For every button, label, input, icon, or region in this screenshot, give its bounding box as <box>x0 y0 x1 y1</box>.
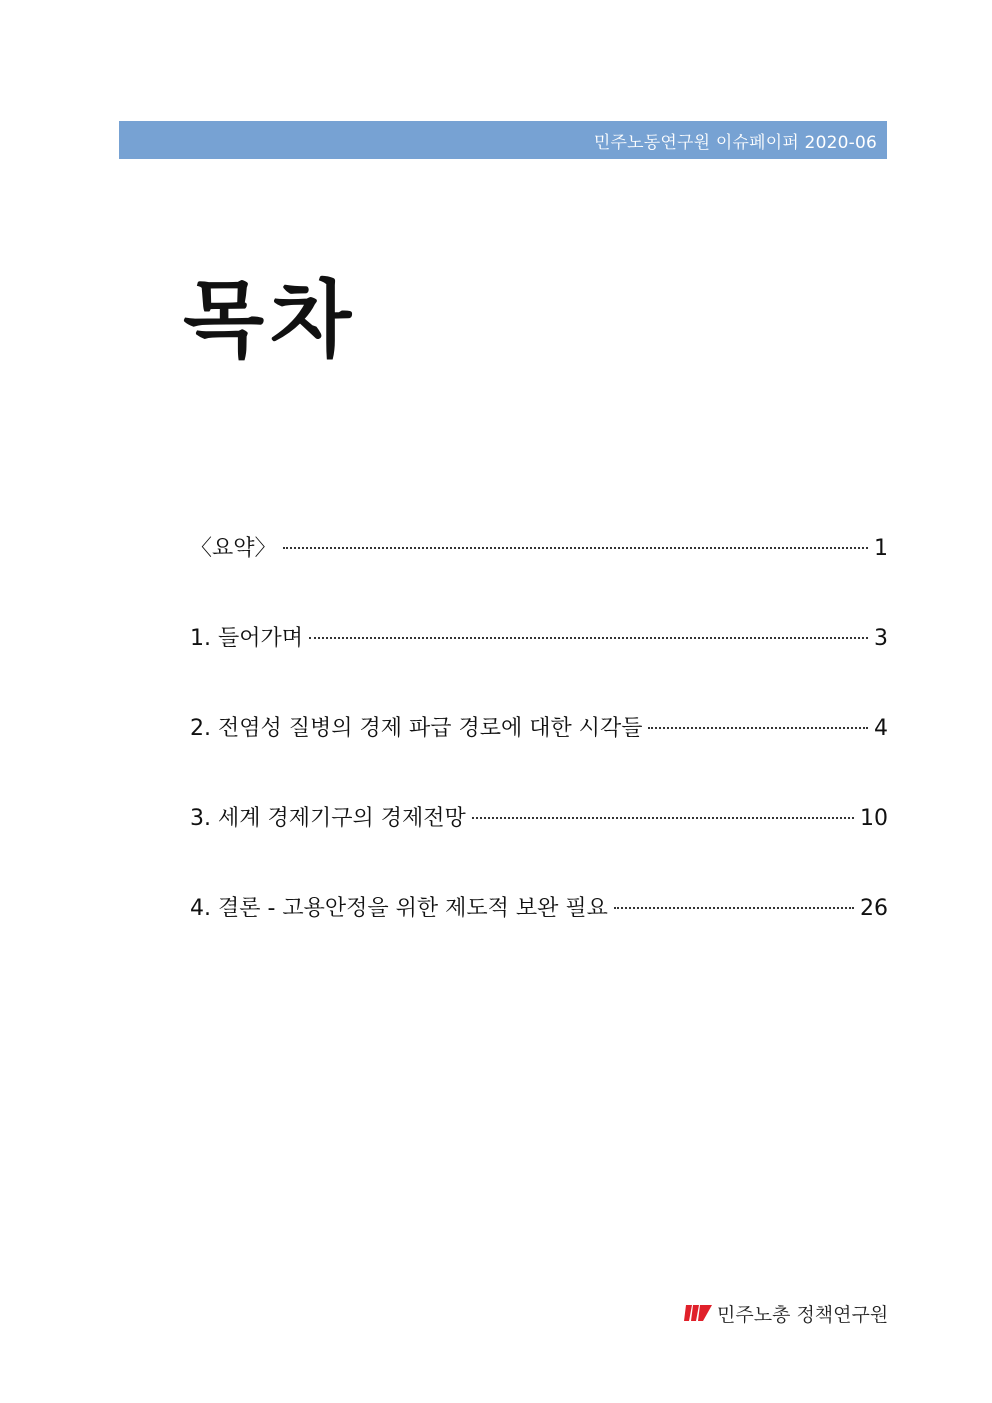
header-text: 민주노동연구원 이슈페이퍼 2020-06 <box>593 132 877 153</box>
header-band <box>119 121 887 159</box>
page-title: 목차 <box>183 271 358 369</box>
toc-entry-label: 3. 세계 경제기구의 경제전망 <box>190 806 466 831</box>
toc-entry-4[interactable] <box>190 891 888 927</box>
footer-logo <box>683 1299 888 1327</box>
toc-entry-2[interactable] <box>190 711 888 747</box>
toc-entry-summary[interactable] <box>190 531 888 567</box>
toc-entry-1[interactable] <box>190 621 888 657</box>
toc-dot-leader <box>472 817 854 819</box>
toc-dot-leader <box>283 547 868 549</box>
toc-page-number: 26 <box>860 896 888 921</box>
toc-entry-label: 〈요약〉 <box>190 536 277 561</box>
toc-dot-leader <box>648 727 868 729</box>
toc-dot-leader <box>309 637 868 639</box>
toc-page-number: 4 <box>874 716 888 741</box>
toc-entry-3[interactable] <box>190 801 888 837</box>
kctu-logo-icon <box>683 1301 713 1325</box>
footer-org-name: 민주노총 정책연구원 <box>717 1303 889 1326</box>
toc-entry-label: 2. 전염성 질병의 경제 파급 경로에 대한 시각들 <box>190 716 643 741</box>
toc-entry-label: 1. 들어가며 <box>190 626 303 651</box>
toc-dot-leader <box>614 907 854 909</box>
toc-page-number: 1 <box>874 536 888 561</box>
toc-page-number: 10 <box>860 806 888 831</box>
table-of-contents <box>190 531 888 981</box>
toc-page-number: 3 <box>874 626 888 651</box>
toc-entry-label: 4. 결론 - 고용안정을 위한 제도적 보완 필요 <box>190 896 608 921</box>
